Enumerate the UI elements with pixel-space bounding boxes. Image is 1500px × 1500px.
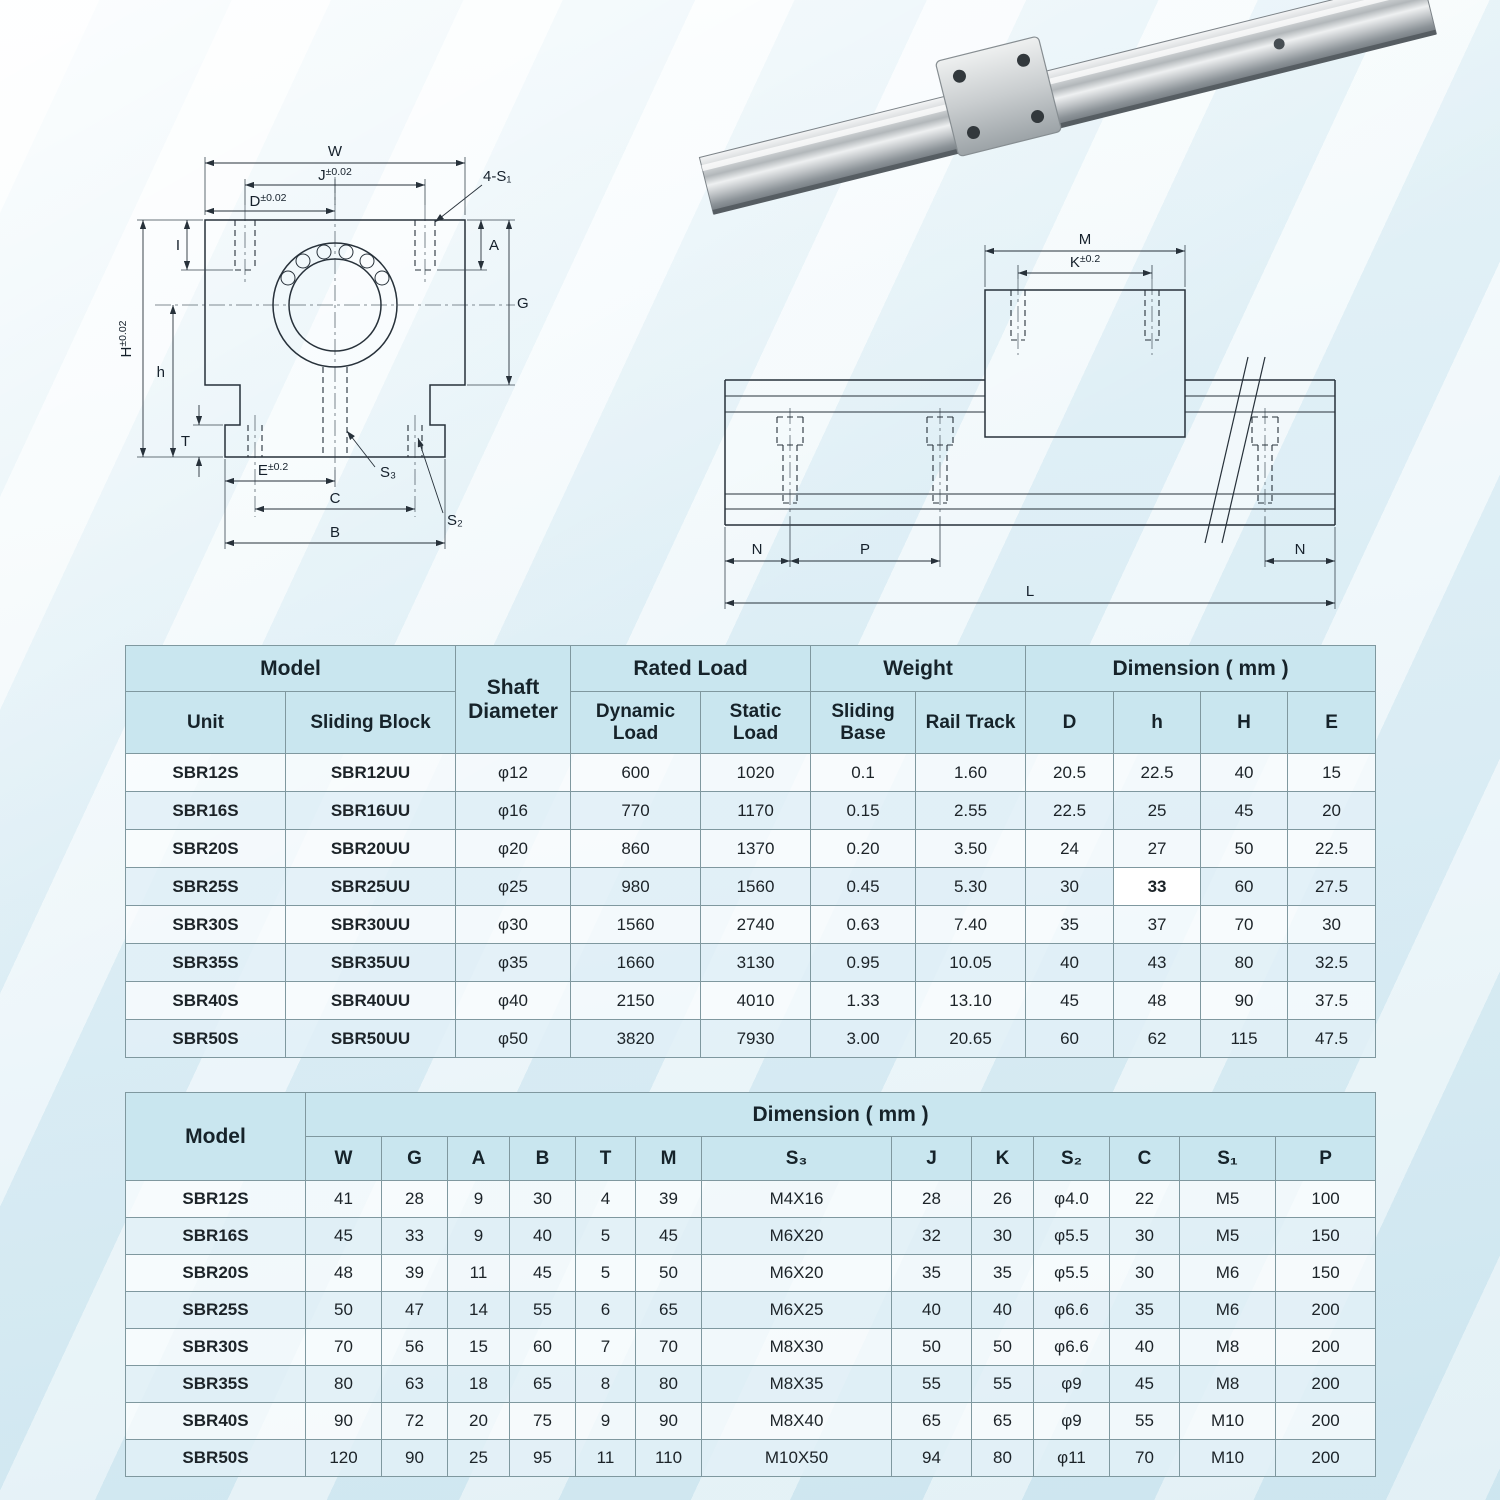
value-cell: 1560 <box>701 868 811 906</box>
value-cell: 32 <box>892 1218 972 1255</box>
value-cell: M8X40 <box>702 1403 892 1440</box>
value-cell: M8 <box>1180 1329 1276 1366</box>
value-cell: 30 <box>1026 868 1114 906</box>
value-cell: 14 <box>448 1292 510 1329</box>
value-cell: 2150 <box>571 982 701 1020</box>
model-cell: SBR40S <box>126 1403 306 1440</box>
value-cell: φ9 <box>1034 1366 1110 1403</box>
value-cell: 150 <box>1276 1255 1376 1292</box>
value-cell: 0.45 <box>811 868 916 906</box>
value-cell: 70 <box>306 1329 382 1366</box>
value-cell: 4010 <box>701 982 811 1020</box>
block-outline <box>985 290 1185 437</box>
value-cell: 22 <box>1110 1181 1180 1218</box>
col-header-weight: Weight <box>811 646 1026 692</box>
model-cell: SBR40S <box>126 982 286 1020</box>
value-cell: SBR40UU <box>286 982 456 1020</box>
col-header-w: W <box>306 1137 382 1181</box>
value-cell: 50 <box>306 1292 382 1329</box>
value-cell: M5 <box>1180 1218 1276 1255</box>
col-header-shaft-diameter: Shaft Diameter <box>456 646 571 754</box>
value-cell: 15 <box>448 1329 510 1366</box>
centerlines <box>155 177 515 517</box>
value-cell: M10 <box>1180 1403 1276 1440</box>
value-cell: SBR16UU <box>286 792 456 830</box>
model-cell: SBR12S <box>126 1181 306 1218</box>
value-cell: 0.15 <box>811 792 916 830</box>
value-cell: φ6.6 <box>1034 1329 1110 1366</box>
rail-bottom-edge <box>712 30 1436 215</box>
value-cell: 56 <box>382 1329 448 1366</box>
label-s3: S₃ <box>380 464 397 481</box>
value-cell: 39 <box>382 1255 448 1292</box>
value-cell: SBR30UU <box>286 906 456 944</box>
value-cell: φ40 <box>456 982 571 1020</box>
value-cell: 1660 <box>571 944 701 982</box>
dimension-table-wrap <box>125 1092 1375 1476</box>
value-cell: 7 <box>576 1329 636 1366</box>
value-cell: 20 <box>1288 792 1376 830</box>
value-cell: 30 <box>1110 1255 1180 1292</box>
value-cell: 100 <box>1276 1181 1376 1218</box>
value-cell: φ50 <box>456 1020 571 1058</box>
value-cell: 80 <box>306 1366 382 1403</box>
table-row <box>126 1218 1376 1255</box>
value-cell: φ12 <box>456 754 571 792</box>
col-header-model: Model <box>126 646 456 692</box>
value-cell: 65 <box>636 1292 702 1329</box>
value-cell: 0.63 <box>811 906 916 944</box>
table-row <box>126 868 1376 906</box>
col-header-rated-load: Rated Load <box>571 646 811 692</box>
value-cell: 32.5 <box>1288 944 1376 982</box>
value-cell: M4X16 <box>702 1181 892 1218</box>
value-cell: 48 <box>1114 982 1201 1020</box>
value-cell: 980 <box>571 868 701 906</box>
value-cell: M6X25 <box>702 1292 892 1329</box>
value-cell: M10X50 <box>702 1440 892 1477</box>
value-cell: 60 <box>1201 868 1288 906</box>
col-header-s3: S₃ <box>702 1137 892 1181</box>
col-header-h-cap: H <box>1201 692 1288 754</box>
value-cell: 37.5 <box>1288 982 1376 1020</box>
label-s2: S₂ <box>447 512 463 529</box>
col-header-d: D <box>1026 692 1114 754</box>
value-cell: 26 <box>972 1181 1034 1218</box>
value-cell: 45 <box>1026 982 1114 1020</box>
value-cell: 2740 <box>701 906 811 944</box>
model-cell: SBR30S <box>126 1329 306 1366</box>
value-cell: 110 <box>636 1440 702 1477</box>
value-cell: 3.50 <box>916 830 1026 868</box>
value-cell: 25 <box>448 1440 510 1477</box>
value-cell: 55 <box>972 1366 1034 1403</box>
value-cell: 200 <box>1276 1403 1376 1440</box>
front-view-diagram <box>85 125 555 605</box>
col-header-static-load: Static Load <box>701 692 811 754</box>
value-cell: 20.5 <box>1026 754 1114 792</box>
value-cell: 80 <box>972 1440 1034 1477</box>
value-cell: 3130 <box>701 944 811 982</box>
dimension-lines <box>725 251 1335 603</box>
value-cell: 60 <box>1026 1020 1114 1058</box>
value-cell: 47.5 <box>1288 1020 1376 1058</box>
table-row <box>126 944 1376 982</box>
value-cell: 75 <box>510 1403 576 1440</box>
value-cell: 37 <box>1114 906 1201 944</box>
label-d: $D^{\pm 0.02}$ <box>249 192 287 210</box>
value-cell: 35 <box>972 1255 1034 1292</box>
value-cell: 120 <box>306 1440 382 1477</box>
value-cell: φ9 <box>1034 1403 1110 1440</box>
dimension-table <box>125 1092 1376 1477</box>
value-cell: M10 <box>1180 1440 1276 1477</box>
value-cell: 60 <box>510 1329 576 1366</box>
value-cell: 55 <box>510 1292 576 1329</box>
value-cell: 3820 <box>571 1020 701 1058</box>
value-cell: 20 <box>448 1403 510 1440</box>
load-spec-table-wrap <box>125 645 1375 1057</box>
table-row <box>126 1440 1376 1477</box>
value-cell: 80 <box>1201 944 1288 982</box>
label-h-small: h <box>156 364 165 381</box>
value-cell: 1560 <box>571 906 701 944</box>
label-n-right: N <box>1294 541 1306 558</box>
value-cell: 1370 <box>701 830 811 868</box>
col-header-dynamic-load: Dynamic Load <box>571 692 701 754</box>
value-cell: M6 <box>1180 1292 1276 1329</box>
load-spec-table-body <box>126 754 1376 1058</box>
table-row <box>126 906 1376 944</box>
value-cell: 27 <box>1114 830 1201 868</box>
value-cell: 10.05 <box>916 944 1026 982</box>
value-cell: 35 <box>1110 1292 1180 1329</box>
value-cell: 50 <box>636 1255 702 1292</box>
value-cell: 47 <box>382 1292 448 1329</box>
value-cell: M8 <box>1180 1366 1276 1403</box>
value-cell: 8 <box>576 1366 636 1403</box>
value-cell: 41 <box>306 1181 382 1218</box>
table-row <box>126 1020 1376 1058</box>
value-cell: 35 <box>892 1255 972 1292</box>
model-cell: SBR16S <box>126 792 286 830</box>
value-cell: 0.95 <box>811 944 916 982</box>
value-cell: 70 <box>1110 1440 1180 1477</box>
table-row <box>126 1181 1376 1218</box>
value-cell: SBR20UU <box>286 830 456 868</box>
value-cell: 860 <box>571 830 701 868</box>
col-header-e: E <box>1288 692 1376 754</box>
value-cell: 1020 <box>701 754 811 792</box>
value-cell: 5 <box>576 1255 636 1292</box>
value-cell: 35 <box>1026 906 1114 944</box>
label-j: $J^{\pm 0.02}$ <box>318 166 352 184</box>
col-header-h-small: h <box>1114 692 1201 754</box>
value-cell: 150 <box>1276 1218 1376 1255</box>
value-cell: 200 <box>1276 1292 1376 1329</box>
value-cell: 30 <box>972 1218 1034 1255</box>
value-cell: M6 <box>1180 1255 1276 1292</box>
rail-outline <box>725 290 1335 525</box>
table-row <box>126 792 1376 830</box>
value-cell: SBR35UU <box>286 944 456 982</box>
value-cell: 24 <box>1026 830 1114 868</box>
break-marks <box>1205 357 1265 543</box>
model-cell: SBR20S <box>126 1255 306 1292</box>
label-g: G <box>517 295 529 312</box>
value-cell: φ5.5 <box>1034 1255 1110 1292</box>
label-l: L <box>1025 583 1035 600</box>
linear-rail-photo <box>691 0 1438 218</box>
load-spec-table <box>125 645 1376 1058</box>
sliding-block-photo <box>935 36 1062 157</box>
table-row <box>126 982 1376 1020</box>
value-cell: 200 <box>1276 1329 1376 1366</box>
table-row <box>126 1403 1376 1440</box>
col-header-c: C <box>1110 1137 1180 1181</box>
col-header-dimension: Dimension ( mm ) <box>306 1093 1376 1137</box>
extension-lines <box>725 245 1335 609</box>
value-cell: 9 <box>576 1403 636 1440</box>
value-cell: M8X30 <box>702 1329 892 1366</box>
label-k: $K^{\pm 0.2}$ <box>1069 253 1101 271</box>
value-cell: 90 <box>306 1403 382 1440</box>
model-cell: SBR25S <box>126 1292 306 1329</box>
side-view-diagram <box>700 205 1360 635</box>
col-header-unit: Unit <box>126 692 286 754</box>
value-cell: 55 <box>1110 1403 1180 1440</box>
value-cell: 40 <box>510 1218 576 1255</box>
value-cell: 33 <box>382 1218 448 1255</box>
label-m: M <box>1078 231 1092 248</box>
value-cell: 6 <box>576 1292 636 1329</box>
value-cell: 9 <box>448 1181 510 1218</box>
value-cell: 22.5 <box>1114 754 1201 792</box>
col-header-sliding-base: Sliding Base <box>811 692 916 754</box>
value-cell: 25 <box>1114 792 1201 830</box>
value-cell: 1.60 <box>916 754 1026 792</box>
table-row <box>126 754 1376 792</box>
col-header-g: G <box>382 1137 448 1181</box>
col-header-m: M <box>636 1137 702 1181</box>
value-cell: 0.1 <box>811 754 916 792</box>
col-header-rail-track: Rail Track <box>916 692 1026 754</box>
value-cell: 39 <box>636 1181 702 1218</box>
value-cell: 65 <box>510 1366 576 1403</box>
value-cell: M6X20 <box>702 1255 892 1292</box>
model-cell: SBR16S <box>126 1218 306 1255</box>
value-cell: 15 <box>1288 754 1376 792</box>
col-header-sliding-block: Sliding Block <box>286 692 456 754</box>
col-header-b: B <box>510 1137 576 1181</box>
model-cell: SBR35S <box>126 1366 306 1403</box>
table-row <box>126 1292 1376 1329</box>
label-c: C <box>329 490 341 507</box>
label-b: B <box>329 524 341 541</box>
value-cell: 45 <box>1201 792 1288 830</box>
value-cell: 90 <box>1201 982 1288 1020</box>
value-cell: 2.55 <box>916 792 1026 830</box>
value-cell: φ25 <box>456 868 571 906</box>
rail-bar <box>699 0 1436 214</box>
dimension-labels <box>752 231 1306 600</box>
value-cell: 30 <box>1288 906 1376 944</box>
value-cell: M8X35 <box>702 1366 892 1403</box>
col-header-dimension: Dimension ( mm ) <box>1026 646 1376 692</box>
value-cell: 9 <box>448 1218 510 1255</box>
label-w: W <box>327 143 343 160</box>
model-cell: SBR20S <box>126 830 286 868</box>
table-row <box>126 830 1376 868</box>
label-h-cap: $H^{\pm 0.02}$ <box>117 320 135 358</box>
value-cell: 600 <box>571 754 701 792</box>
value-cell: 70 <box>636 1329 702 1366</box>
value-cell: 50 <box>892 1329 972 1366</box>
value-cell: 7930 <box>701 1020 811 1058</box>
model-cell: SBR30S <box>126 906 286 944</box>
value-cell: 50 <box>1201 830 1288 868</box>
label-p: P <box>859 541 871 558</box>
value-cell: 50 <box>972 1329 1034 1366</box>
value-cell: 0.20 <box>811 830 916 868</box>
value-cell: 72 <box>382 1403 448 1440</box>
value-cell: 65 <box>892 1403 972 1440</box>
value-cell: 13.10 <box>916 982 1026 1020</box>
value-cell: 3.00 <box>811 1020 916 1058</box>
col-header-s1: S₁ <box>1180 1137 1276 1181</box>
value-cell: 63 <box>382 1366 448 1403</box>
value-cell: 70 <box>1201 906 1288 944</box>
value-cell: φ30 <box>456 906 571 944</box>
col-header-p: P <box>1276 1137 1376 1181</box>
value-cell: SBR12UU <box>286 754 456 792</box>
value-cell: 18 <box>448 1366 510 1403</box>
value-cell: 5.30 <box>916 868 1026 906</box>
col-header-k: K <box>972 1137 1034 1181</box>
value-cell: 27.5 <box>1288 868 1376 906</box>
value-cell: 4 <box>576 1181 636 1218</box>
label-a: A <box>489 237 500 254</box>
label-n-left: N <box>751 541 763 558</box>
table-row <box>126 1255 1376 1292</box>
value-cell: 200 <box>1276 1366 1376 1403</box>
value-cell: 200 <box>1276 1440 1376 1477</box>
extension-lines <box>137 157 515 549</box>
col-header-j: J <box>892 1137 972 1181</box>
model-cell: SBR50S <box>126 1440 306 1477</box>
label-t: T <box>180 433 190 450</box>
value-cell: SBR25UU <box>286 868 456 906</box>
value-cell: 90 <box>636 1403 702 1440</box>
model-cell: SBR35S <box>126 944 286 982</box>
label-e: $E^{\pm 0.2}$ <box>257 461 289 479</box>
value-cell: 48 <box>306 1255 382 1292</box>
col-header-s2: S₂ <box>1034 1137 1110 1181</box>
value-cell: 62 <box>1114 1020 1201 1058</box>
value-cell: 45 <box>510 1255 576 1292</box>
value-cell: φ5.5 <box>1034 1218 1110 1255</box>
value-cell: φ11 <box>1034 1440 1110 1477</box>
centerlines <box>790 279 1265 517</box>
value-cell: 45 <box>636 1218 702 1255</box>
value-cell: φ6.6 <box>1034 1292 1110 1329</box>
value-cell: 40 <box>1110 1329 1180 1366</box>
value-cell: 1170 <box>701 792 811 830</box>
value-cell: φ20 <box>456 830 571 868</box>
value-cell: φ35 <box>456 944 571 982</box>
value-cell: 95 <box>510 1440 576 1477</box>
value-cell: 28 <box>382 1181 448 1218</box>
value-cell: 115 <box>1201 1020 1288 1058</box>
value-cell: 55 <box>892 1366 972 1403</box>
value-cell: 770 <box>571 792 701 830</box>
value-cell: 22.5 <box>1288 830 1376 868</box>
value-cell: 43 <box>1114 944 1201 982</box>
value-cell: 11 <box>576 1440 636 1477</box>
value-cell: 30 <box>1110 1218 1180 1255</box>
value-cell: 33 <box>1114 868 1201 906</box>
value-cell: 40 <box>1026 944 1114 982</box>
col-header-t: T <box>576 1137 636 1181</box>
value-cell: 28 <box>892 1181 972 1218</box>
value-cell: 7.40 <box>916 906 1026 944</box>
value-cell: 90 <box>382 1440 448 1477</box>
label-4s1: 4-S₁ <box>483 168 512 185</box>
value-cell: 80 <box>636 1366 702 1403</box>
value-cell: 1.33 <box>811 982 916 1020</box>
value-cell: M6X20 <box>702 1218 892 1255</box>
model-cell: SBR12S <box>126 754 286 792</box>
value-cell: φ16 <box>456 792 571 830</box>
value-cell: 20.65 <box>916 1020 1026 1058</box>
value-cell: 11 <box>448 1255 510 1292</box>
value-cell: 40 <box>892 1292 972 1329</box>
value-cell: 94 <box>892 1440 972 1477</box>
value-cell: 5 <box>576 1218 636 1255</box>
col-header-model: Model <box>126 1093 306 1181</box>
value-cell: 65 <box>972 1403 1034 1440</box>
model-cell: SBR50S <box>126 1020 286 1058</box>
model-cell: SBR25S <box>126 868 286 906</box>
value-cell: 30 <box>510 1181 576 1218</box>
table-row <box>126 1366 1376 1403</box>
col-header-a: A <box>448 1137 510 1181</box>
table-row <box>126 1329 1376 1366</box>
value-cell: SBR50UU <box>286 1020 456 1058</box>
value-cell: M5 <box>1180 1181 1276 1218</box>
value-cell: 22.5 <box>1026 792 1114 830</box>
value-cell: φ4.0 <box>1034 1181 1110 1218</box>
dimension-table-body <box>126 1181 1376 1477</box>
value-cell: 40 <box>972 1292 1034 1329</box>
value-cell: 40 <box>1201 754 1288 792</box>
value-cell: 45 <box>1110 1366 1180 1403</box>
value-cell: 45 <box>306 1218 382 1255</box>
label-i: I <box>175 237 180 254</box>
